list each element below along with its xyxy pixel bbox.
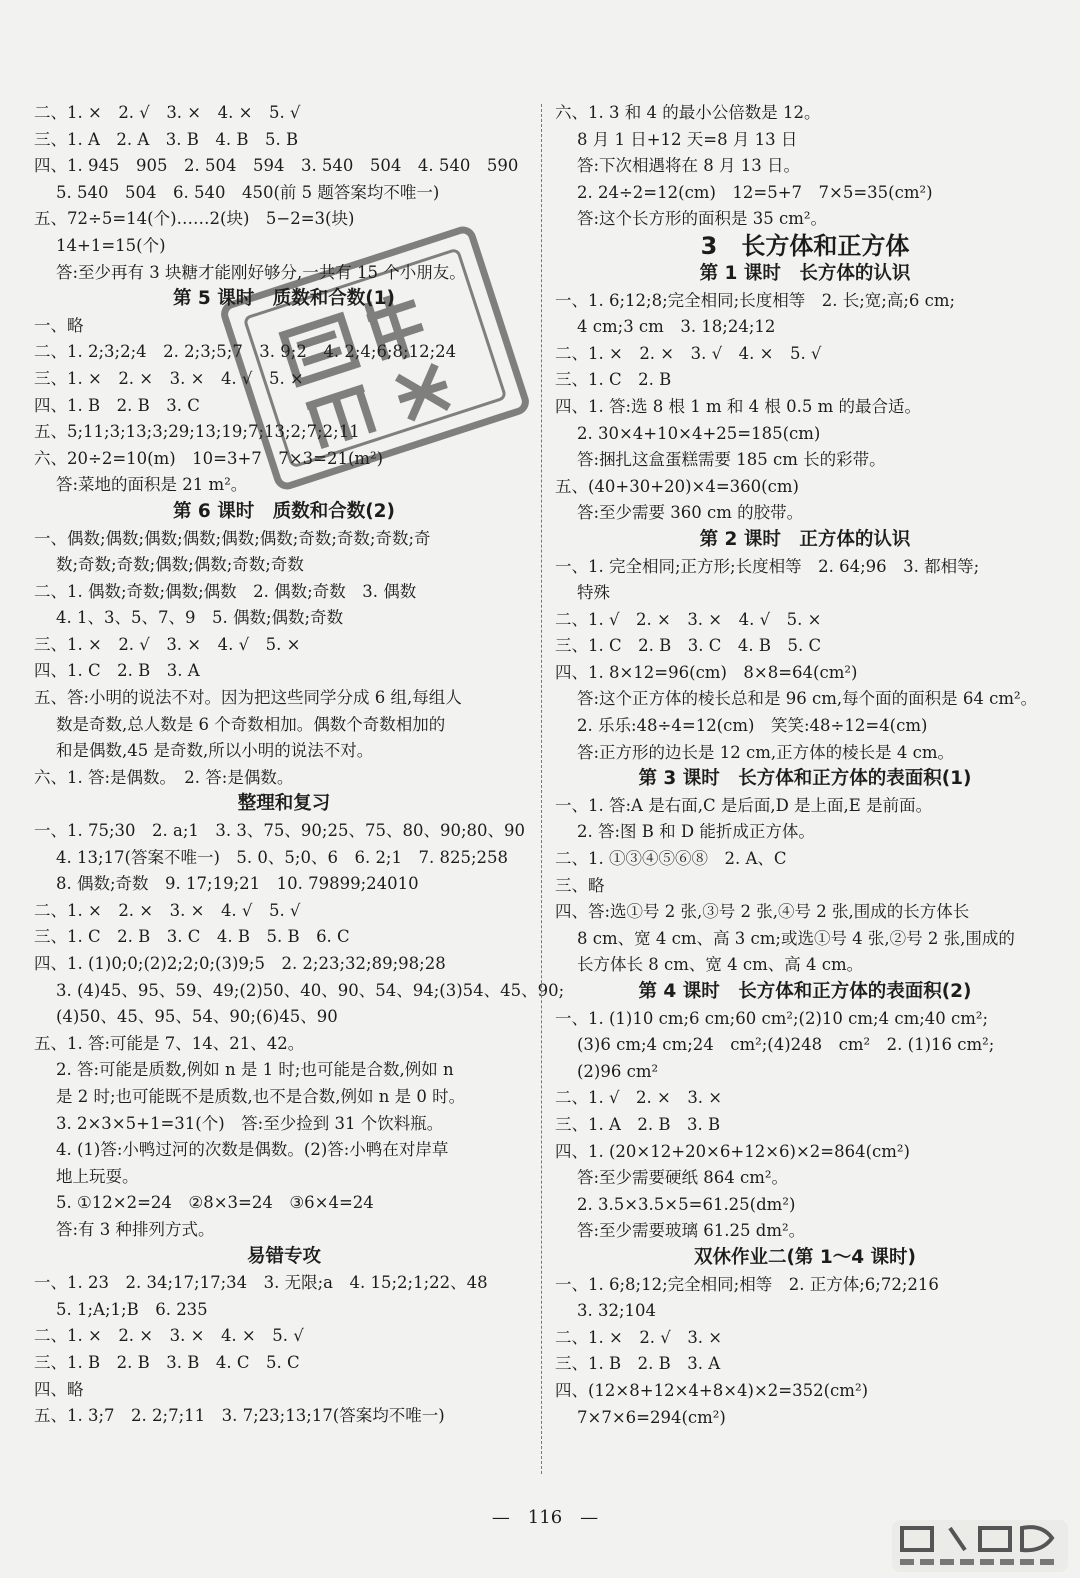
section-heading: 第 1 课时 长方体的认识 [699,262,911,284]
answer-line: 一、偶数;偶数;偶数;偶数;偶数;偶数;奇数;奇数;奇数;奇 [34,528,431,548]
answer-line: 5. 1;A;1;B 6. 235 [56,1299,208,1319]
answer-line: 二、1. × 2. × 3. × 4. × 5. √ [34,1326,304,1346]
answer-line: 答:下次相遇将在 8 月 13 日。 [577,156,801,176]
answer-line: 3. 32;104 [577,1301,657,1321]
answer-line: 六、1. 答:是偶数。 2. 答:是偶数。 [34,767,294,787]
answer-line: 二、1. × 2. √ 3. × 4. × 5. √ [34,103,301,122]
answer-line: 8 cm、宽 4 cm、高 3 cm;或选①号 4 张,②号 2 张,围成的 [577,928,1015,948]
answer-line: 五、5;11;3;13;3;29;13;19;7;13;2;7;2;11 [34,422,360,442]
answer-line: 答:捆扎这盒蛋糕需要 185 cm 长的彩带。 [577,450,886,470]
answer-line: 特殊 [577,583,610,603]
answer-line: 三、1. A 2. A 3. B 4. B 5. B [34,129,299,149]
section-heading: 第 4 课时 长方体和正方体的表面积(2) [638,981,972,1002]
answer-line: 四、1. 8×12=96(cm) 8×8=64(cm²) [555,662,858,682]
answer-line: 三、1. B 2. B 3. B 4. C 5. C [34,1352,300,1372]
answer-line: 五、1. 3;7 2. 2;7;11 3. 7;23;13;17(答案均不唯一) [34,1406,445,1426]
answer-line: 答:有 3 种排列方式。 [56,1219,215,1239]
section-heading: 第 2 课时 正方体的认识 [699,528,911,550]
answer-line: 数;奇数;奇数;偶数;偶数;奇数;奇数 [56,555,304,575]
section-heading: 第 3 课时 长方体和正方体的表面积(1) [638,768,972,790]
answer-line: 三、1. × 2. × 3. × 4. √ 5. × [34,368,304,388]
answer-line: 三、1. C 2. B 3. C 4. B 5. C [555,636,822,656]
answer-line: 五、1. 答:可能是 7、14、21、42。 [34,1033,305,1053]
answer-line: 4 cm;3 cm 3. 18;24;12 [577,317,776,337]
answer-line: 答:至少需要玻璃 61.25 dm²。 [577,1221,806,1241]
answer-line: 答:至少需要硬纸 864 cm²。 [577,1168,789,1188]
page-number: — 116 — [491,1507,599,1528]
answer-line: 五、(40+30+20)×4=360(cm) [555,476,799,496]
answer-line: 答:正方形的边长是 12 cm,正方体的棱长是 4 cm。 [577,742,955,762]
answer-line: 数是奇数,总人数是 6 个奇数相加。偶数个奇数相加的 [56,714,446,734]
answer-line: 长方体长 8 cm、宽 4 cm、高 4 cm。 [577,955,864,975]
answer-line: 4. 13;17(答案不唯一) 5. 0、5;0、6 6. 2;1 7. 825;258 [56,847,509,867]
answer-line: 四、1. (20×12+20×6+12×6)×2=864(cm²) [555,1141,910,1161]
answer-line: 2. 乐乐:48÷4=12(cm) 笑笑:48÷12=4(cm) [577,716,928,736]
column-divider [541,104,542,1474]
answer-line: 答:至少需要 360 cm 的胶带。 [577,503,804,523]
answer-line: 4. 1、3、5、7、9 5. 偶数;偶数;奇数 [56,608,344,628]
answer-line: 和是偶数,45 是奇数,所以小明的说法不对。 [56,741,374,761]
answer-line: 四、1. 答:选 8 根 1 m 和 4 根 0.5 m 的最合适。 [555,396,922,416]
answer-line: 三、1. C 2. B 3. C 4. B 5. B 6. C [34,927,350,947]
watermark-logo [890,1518,1070,1574]
answer-line: 一、略 [34,315,84,335]
answer-line: 四、1. C 2. B 3. A [34,661,200,681]
section-heading: 第 6 课时 质数和合数(2) [172,500,396,522]
answer-line: 2. 答:图 B 和 D 能折成正方体。 [577,822,815,842]
answer-line: 二、1. × 2. √ 3. × [555,1327,723,1347]
answer-line: 3. (4)45、95、59、49;(2)50、40、90、54、94;(3)54、45、90; [56,980,565,1000]
answer-line: 三、1. B 2. B 3. A [555,1354,721,1374]
answer-line: 三、1. × 2. √ 3. × 4. √ 5. × [34,634,301,654]
answer-line: 一、1. 75;30 2. a;1 3. 3、75、90;25、75、80、90;80、90 [34,821,525,841]
answer-line: 答:这个正方体的棱长总和是 96 cm,每个面的面积是 64 cm²。 [577,689,1038,709]
left-column [34,100,565,1430]
section-heading: 易错专攻 [246,1245,321,1267]
answer-line: 答:这个长方形的面积是 35 cm²。 [577,209,828,229]
answer-line: 四、答:选①号 2 张,③号 2 张,④号 2 张,围成的长方体长 [555,902,970,922]
answer-line: 2. 3.5×3.5×5=61.25(dm²) [577,1194,796,1214]
answer-line: 三、略 [555,875,605,895]
answer-line: 六、20÷2=10(m) 10=3+7 7×3=21(m²) [34,448,384,468]
answer-line: 一、1. 6;12;8;完全相同;长度相等 2. 长;宽;高;6 cm; [555,290,956,310]
answer-line: (4)50、45、95、54、90;(6)45、90 [56,1007,338,1027]
answer-line: 三、1. C 2. B [555,370,672,390]
answer-line: 2. 答:可能是质数,例如 n 是 1 时;也可能是合数,例如 n [56,1060,454,1080]
answer-line: 二、1. 2;3;2;4 2. 2;3;5;7 3. 9;2 4. 2;4;6;8;12;24 [34,342,457,362]
answer-line: 四、1. (1)0;0;(2)2;2;0;(3)9;5 2. 2;23;32;89;98;28 [34,954,446,973]
answer-line: 3. 2×3×5+1=31(个) 答:至少捡到 31 个饮料瓶。 [56,1113,444,1133]
answer-line: 四、(12×8+12×4+8×4)×2=352(cm²) [555,1380,869,1400]
answer-line: 地上玩耍。 [56,1166,139,1186]
answer-line: 二、1. 偶数;奇数;偶数;偶数 2. 偶数;奇数 3. 偶数 [34,581,417,601]
answer-line: 一、1. 6;8;12;完全相同;相等 2. 正方体;6;72;216 [555,1274,939,1294]
section-heading: 第 5 课时 质数和合数(1) [172,288,396,310]
answer-line: 四、1. 945 905 2. 504 594 3. 540 504 4. 540 590 [34,156,519,176]
section-heading: 3 长方体和正方体 [700,231,910,260]
answer-line: 答:菜地的面积是 21 m²。 [56,475,248,495]
answer-line: 二、1. √ 2. × 3. × 4. √ 5. × [555,609,822,629]
answer-line: 二、1. √ 2. × 3. × [555,1088,723,1108]
answer-line: 三、1. A 2. B 3. B [555,1114,721,1134]
answer-line: 六、1. 3 和 4 的最小公倍数是 12。 [555,103,821,122]
answer-line: 二、1. × 2. × 3. × 4. √ 5. √ [34,900,301,920]
answer-line: 四、1. B 2. B 3. C [34,395,200,415]
answer-line: 是 2 时;也可能既不是质数,也不是合数,例如 n 是 0 时。 [56,1086,466,1106]
right-column [555,100,1055,1431]
answer-line: 2. 30×4+10×4+25=185(cm) [577,423,821,443]
answer-line: 4. (1)答:小鸭过河的次数是偶数。(2)答:小鸭在对岸草 [56,1140,449,1160]
answer-line: 二、1. × 2. × 3. √ 4. × 5. √ [555,343,822,363]
answer-line: (2)96 cm² [577,1061,659,1081]
answer-line: 答:至少再有 3 块糖才能刚好够分,一共有 15 个小朋友。 [56,262,466,282]
answer-line: 14+1=15(个) [56,235,166,255]
answer-line: 二、1. ①③④⑤⑥⑧ 2. A、C [555,849,787,869]
answer-line: 2. 24÷2=12(cm) 12=5+7 7×5=35(cm²) [577,182,933,202]
answer-line: 8. 偶数;奇数 9. 17;19;21 10. 79899;24010 [56,874,419,894]
section-heading: 双休作业二(第 1～4 课时) [693,1246,917,1268]
answer-line: 一、1. 答:A 是右面,C 是后面,D 是上面,E 是前面。 [555,795,933,815]
section-heading: 整理和复习 [237,793,331,815]
answer-line: 7×7×6=294(cm²) [577,1407,726,1427]
answer-line: 5. ①12×2=24 ②8×3=24 ③6×4=24 [56,1193,374,1213]
answer-line: 8 月 1 日+12 天=8 月 13 日 [577,129,798,149]
answer-line: (3)6 cm;4 cm;24 cm²;(4)248 cm² 2. (1)16 cm²; [577,1035,995,1055]
answer-line: 四、略 [34,1379,84,1399]
answer-line: 一、1. 完全相同;正方形;长度相等 2. 64;96 3. 都相等; [555,556,980,576]
answer-line: 一、1. 23 2. 34;17;17;34 3. 无限;a 4. 15;2;1;22、48 [34,1273,488,1293]
answer-line: 五、答:小明的说法不对。因为把这些同学分成 6 组,每组人 [34,688,462,708]
answer-line: 五、72÷5=14(个)……2(块) 5−2=3(块) [34,209,355,229]
answer-line: 5. 540 504 6. 540 450(前 5 题答案均不唯一) [56,182,440,202]
answer-line: 一、1. (1)10 cm;6 cm;60 cm²;(2)10 cm;4 cm;40 cm²; [555,1008,989,1028]
